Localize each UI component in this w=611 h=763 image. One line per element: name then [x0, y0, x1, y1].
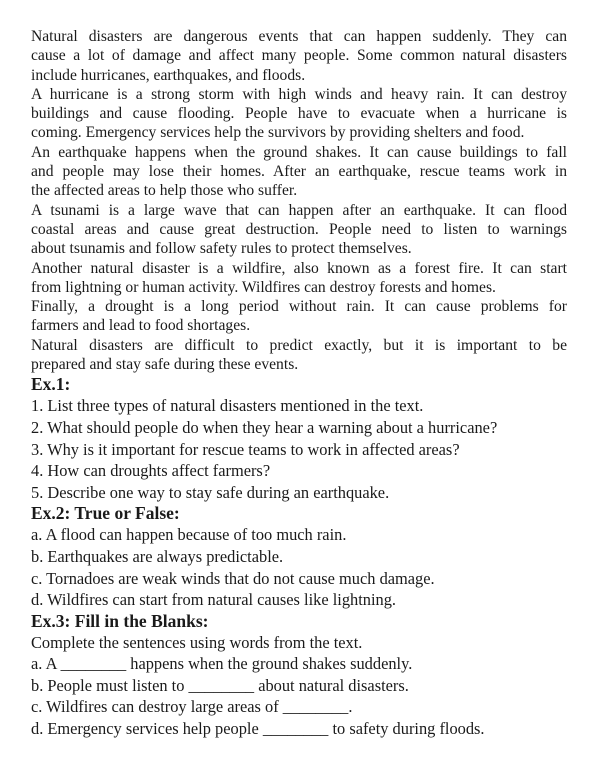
exercise-title: Ex.1: — [31, 374, 71, 395]
passage-line: from lightning or human activity. Wildfires can destroy forests and homes. — [31, 278, 496, 296]
paragraph — [31, 259, 567, 298]
passage-line: An earthquake happens when the ground shakes. It can cause buildings to fall — [31, 143, 567, 161]
exercise-3 — [31, 611, 567, 740]
passage-line: Natural disasters are difficult to predict exactly, but it is important to be — [31, 336, 567, 354]
passage-line: about tsunamis and follow safety rules to protect themselves. — [31, 240, 412, 258]
passage-line: coming. Emergency services help the survivors by providing shelters and food. — [31, 124, 525, 142]
passage-line: coastal areas and cause great destruction. People need to listen to warnings — [31, 220, 567, 238]
passage-line: Finally, a drought is a long period without rain. It can cause problems for — [31, 298, 567, 316]
fill-blank-sentence: b. People must listen to ________ about natural disasters. — [31, 675, 409, 695]
paragraph — [31, 143, 567, 201]
exercise-title: Ex.3: Fill in the Blanks: — [31, 610, 209, 631]
passage-line: Another natural disaster is a wildfire, also known as a forest fire. It can start — [31, 259, 567, 277]
passage-line: the affected areas to help those who suffer. — [31, 182, 298, 200]
question: 1. List three types of natural disasters mentioned in the text. — [31, 396, 424, 416]
statement: c. Tornadoes are weak winds that do not cause much damage. — [31, 568, 435, 588]
exercise-1 — [31, 374, 567, 503]
passage-line: cause a lot of damage and affect many people. Some common natural disasters — [31, 47, 567, 65]
passage-line: buildings and cause flooding. People have to evacuate when a hurricane is — [31, 105, 567, 123]
paragraph — [31, 27, 567, 85]
question: 2. What should people do when they hear a warning about a hurricane? — [31, 417, 498, 437]
passage-line: and people may lose their homes. After an earthquake, rescue teams work in — [31, 163, 567, 181]
statement: a. A flood can happen because of too much rain. — [31, 525, 347, 545]
passage-line: A tsunami is a large wave that can happen after an earthquake. It can flood — [31, 201, 567, 219]
passage-line: farmers and lead to food shortages. — [31, 317, 251, 335]
passage-line: include hurricanes, earthquakes, and floods. — [31, 66, 306, 84]
exercise-instructions: Complete the sentences using words from the text. — [31, 632, 363, 652]
exercise-title: Ex.2: True or False: — [31, 503, 180, 524]
statement: b. Earthquakes are always predictable. — [31, 546, 284, 566]
passage-line: A hurricane is a strong storm with high winds and heavy rain. It can destroy — [31, 85, 567, 103]
paragraph — [31, 297, 567, 336]
question: 4. How can droughts affect farmers? — [31, 461, 271, 481]
paragraph — [31, 336, 567, 375]
fill-blank-sentence: d. Emergency services help people ________ to safety during floods. — [31, 719, 485, 739]
question: 3. Why is it important for rescue teams to work in affected areas? — [31, 439, 460, 459]
reading-passage — [31, 27, 567, 374]
exercise-2 — [31, 503, 567, 610]
question: 5. Describe one way to stay safe during an earthquake. — [31, 482, 390, 502]
passage-line: Natural disasters are dangerous events that can happen suddenly. They can — [31, 28, 567, 45]
paragraph — [31, 85, 567, 143]
fill-blank-sentence: a. A ________ happens when the ground shakes suddenly. — [31, 654, 413, 674]
statement: d. Wildfires can start from natural causes like lightning. — [31, 590, 396, 610]
passage-line: prepared and stay safe during these events. — [31, 356, 299, 374]
paragraph — [31, 201, 567, 259]
fill-blank-sentence: c. Wildfires can destroy large areas of ________. — [31, 697, 353, 717]
